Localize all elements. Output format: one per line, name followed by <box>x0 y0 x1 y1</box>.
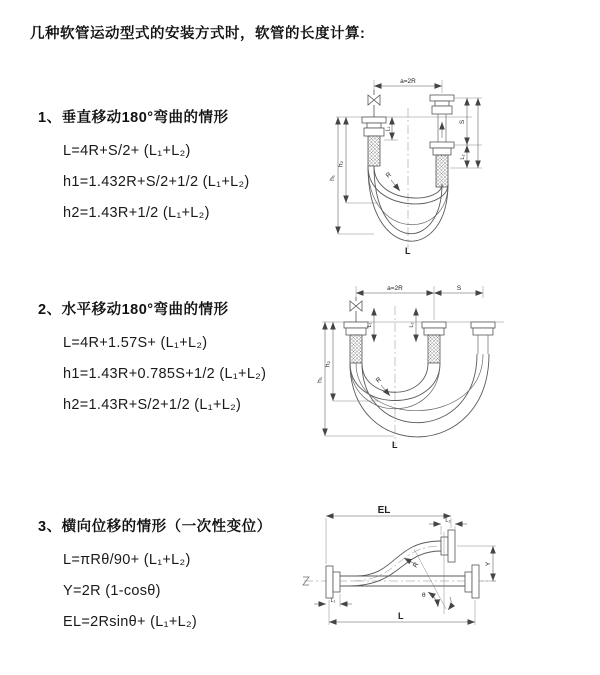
right-lower-flange <box>465 565 479 598</box>
braided-hose-section <box>436 155 448 187</box>
dimension-a2r <box>374 78 442 93</box>
left-flange <box>326 566 340 598</box>
dim-label-h2: h₂ <box>324 360 332 368</box>
dimension-a2r <box>356 285 483 320</box>
dim-label-h1: h₁ <box>316 377 324 383</box>
dimension-s <box>450 98 482 168</box>
braided-hose-section <box>350 335 362 363</box>
moving-end-fitting-position-2 <box>471 322 495 354</box>
radius-leader <box>385 171 400 191</box>
section-2-heading: 2、水平移动180°弯曲的情形 <box>38 302 229 318</box>
dim-label-length: L <box>405 246 411 256</box>
dim-label-s: S <box>459 119 466 125</box>
dim-label-el: EL <box>377 505 391 516</box>
valve-icon <box>368 90 380 117</box>
formula-h2: h2=1.43R+S/2+1/2 (L₁+L₂) <box>63 397 242 413</box>
dim-label-h2: h₂ <box>337 160 345 168</box>
formula-y: Y=2R (1-cosθ) <box>63 583 161 599</box>
page-title: 几种软管运动型式的安装方式时，软管的长度计算: <box>30 26 366 42</box>
braided-hose-section <box>368 136 380 166</box>
dim-label-radius: R <box>374 376 383 385</box>
dim-label-l2: L₂ <box>460 154 466 160</box>
dim-label-theta: θ <box>422 592 426 599</box>
section-3 <box>38 515 272 638</box>
section-2-formulas <box>38 328 266 421</box>
right-upper-flange <box>441 530 455 562</box>
dim-label-length: L <box>392 440 398 450</box>
formula-length: L=πRθ/90+ (L₁+L₂) <box>63 552 191 568</box>
dimension-el <box>326 505 451 564</box>
dim-label-a2r: a=2R <box>387 285 403 292</box>
dim-label-a2r: a=2R <box>400 78 416 85</box>
dim-label-h1: h₁ <box>329 175 336 181</box>
dim-label-length: L <box>398 611 404 621</box>
dim-label-radius: R <box>411 561 421 570</box>
dim-label-radius: R <box>384 171 393 180</box>
dimension-l2 <box>460 145 467 168</box>
fixed-end-fitting <box>344 322 368 363</box>
section-1-heading: 1、垂直移动180°弯曲的情形 <box>38 110 229 126</box>
formula-h2: h2=1.43R+1/2 (L₁+L₂) <box>63 205 210 221</box>
formula-length: L=4R+1.57S+ (L₁+L₂) <box>63 335 208 351</box>
right-fitting <box>430 95 454 187</box>
moving-end-fitting-position-1 <box>422 322 446 363</box>
dim-label-l1: L₁ <box>367 322 373 328</box>
section-3-formulas <box>38 545 272 638</box>
diagram-horizontal-180-bend <box>308 278 600 452</box>
braided-hose-section <box>428 335 440 363</box>
diagram-vertical-180-bend <box>312 72 597 258</box>
dim-label-l1: L₁ <box>330 598 336 604</box>
dim-label-l2: L₂ <box>445 518 451 524</box>
section-2 <box>38 298 266 421</box>
dim-label-l1: L₁ <box>385 126 392 132</box>
dimension-l1 <box>367 308 374 342</box>
formula-length: L=4R+S/2+ (L₁+L₂) <box>63 143 191 159</box>
diagram-lateral-displacement <box>296 502 600 650</box>
dim-label-y: Y <box>485 561 492 567</box>
formula-h1: h1=1.43R+0.785S+1/2 (L₁+L₂) <box>63 366 267 382</box>
formula-h1: h1=1.432R+S/2+1/2 (L₁+L₂) <box>63 174 250 190</box>
formula-el: EL=2Rsinθ+ (L₁+L₂) <box>63 614 198 630</box>
dimension-s <box>434 285 483 293</box>
valve-icon <box>350 297 362 322</box>
radius-leader <box>375 376 390 396</box>
dim-label-l2: L₂ <box>409 322 415 328</box>
section-1-formulas <box>38 136 250 229</box>
pipe-displaced-position <box>348 541 441 586</box>
section-1 <box>38 106 250 229</box>
hose-u-curves <box>350 354 489 437</box>
section-3-heading: 3、横向位移的情形（一次性变位） <box>38 519 272 535</box>
dimension-l2 <box>409 308 416 342</box>
left-fitting <box>362 117 386 166</box>
dim-label-s: S <box>456 285 462 292</box>
